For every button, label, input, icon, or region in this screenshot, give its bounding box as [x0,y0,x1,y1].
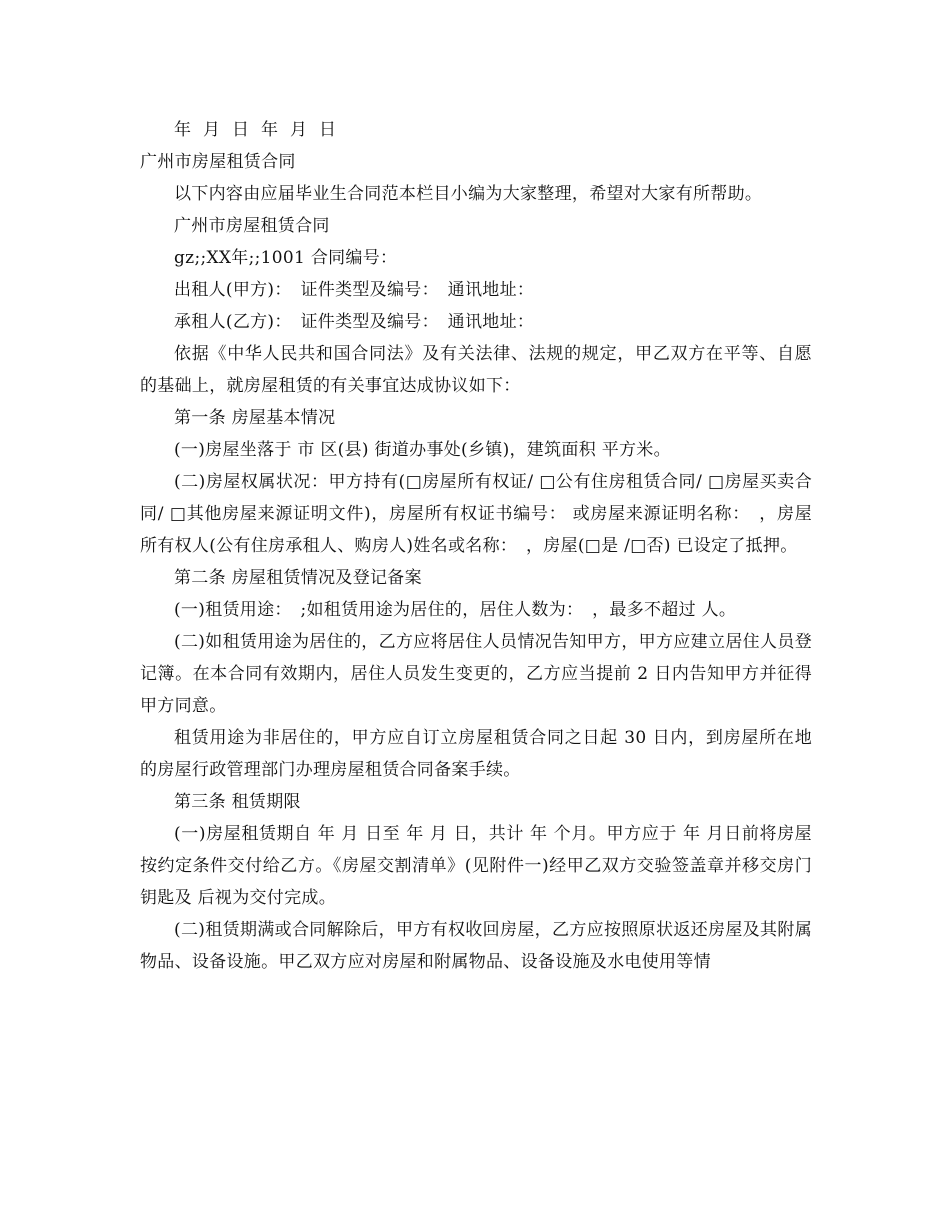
article-2-clause-2: (二)如租赁用途为居住的，乙方应将居住人员情况告知甲方，甲方应建立居住人员登记簿。在本合同有效期内，居住人员发生变更的，乙方应当提前 2 日内告知甲方并征得甲方同意。 [140,632,812,716]
article-1-clause-2: (二)房屋权属状况：甲方持有(□房屋所有权证/ □公有住房租赁合同/ □房屋买卖合同/ □其他房屋来源证明文件)，房屋所有权证书编号： 或房屋来源证明名称： ，房屋所有权人(公有住房承租人、购房人)姓名或名称： ，房屋(□是 /□否) 已设定了抵押。 [140,472,812,556]
preamble-paragraph: 依据《中华人民共和国合同法》及有关法律、法规的规定，甲乙双方在平等、自愿的基础上，就房屋租赁的有关事宜达成协议如下： [140,344,812,396]
article-1-clause-1: (一)房屋坐落于 市 区(县) 街道办事处(乡镇)，建筑面积 平方米。 [174,440,671,460]
article-2-clause-1: (一)租赁用途： ;如租赁用途为居住的，居住人数为： ，最多不超过 人。 [174,600,737,620]
lessee-line: 承租人(乙方)： 证件类型及编号： 通讯地址： [174,312,535,332]
article-2-heading: 第二条 房屋租赁情况及登记备案 [174,568,422,588]
article-1-heading: 第一条 房屋基本情况 [174,408,336,428]
lessor-line: 出租人(甲方)： 证件类型及编号： 通讯地址： [174,280,535,300]
contract-title: 广州市房屋租赁合同 [174,216,330,236]
article-2-clause-3: 租赁用途为非居住的，甲方应自订立房屋租赁合同之日起 30 日内，到房屋所在地的房屋行政管理部门办理房屋租赁合同备案手续。 [140,728,812,780]
document-title: 广州市房屋租赁合同 [140,152,296,172]
date-line: 年 月 日 年 月 日 [174,120,337,140]
document-body [140,114,812,978]
contract-number-line: gz;;XX年;;1001 合同编号： [174,248,398,268]
article-3-heading: 第三条 租赁期限 [174,792,301,812]
intro-paragraph: 以下内容由应届毕业生合同范本栏目小编为大家整理，希望对大家有所帮助。 [174,184,763,204]
article-3-clause-1: (一)房屋租赁期自 年 月 日至 年 月 日，共计 年 个月。甲方应于 年 月日前将房屋按约定条件交付给乙方。《房屋交割清单》(见附件一)经甲乙双方交验签盖章并移交房门钥匙及 后视为交付完成。 [140,824,812,908]
article-3-clause-2: (二)租赁期满或合同解除后，甲方有权收回房屋，乙方应按照原状返还房屋及其附属物品、设备设施。甲乙双方应对房屋和附属物品、设备设施及水电使用等情 [140,920,812,972]
